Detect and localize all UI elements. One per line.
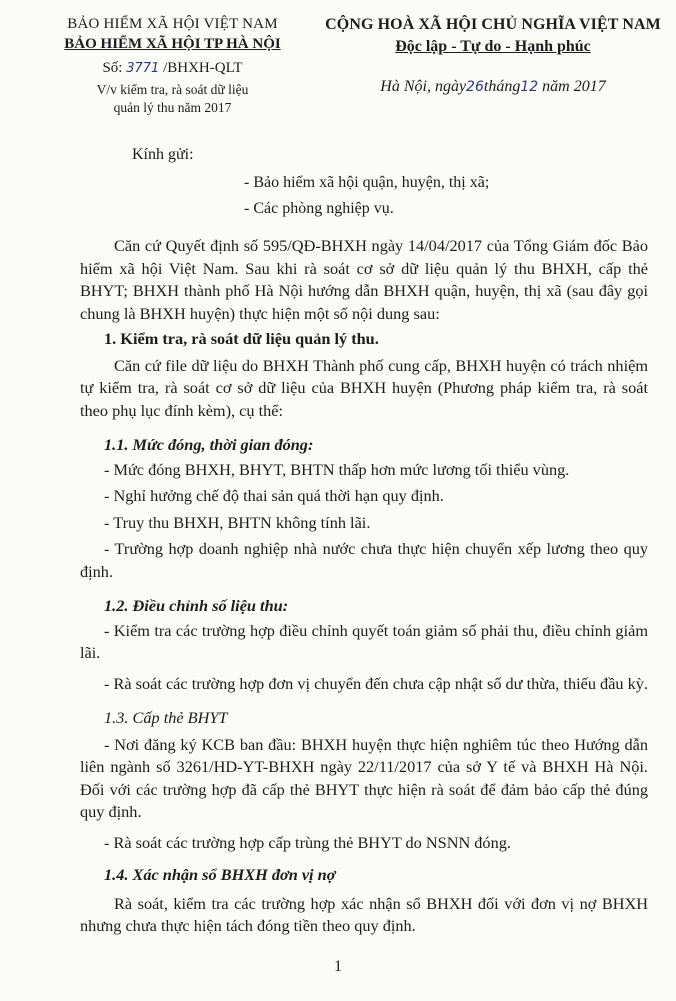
date-prefix: Hà Nội, ngày bbox=[380, 78, 467, 95]
nation-name: CỘNG HOÀ XÃ HỘI CHỦ NGHĨA VIỆT NAM bbox=[325, 16, 661, 33]
section-1-2-item: - Rà soát các trường hợp đơn vị chuyển đến chưa cập nhật số dư thừa, thiếu đầu kỳ. bbox=[104, 673, 648, 693]
section-1-paragraph: Căn cứ file dữ liệu do BHXH Thành phố cung cấp, BHXH huyện có trách nhiệm tự kiểm tra, rà soát cơ sở dữ liệu của BHXH huyện (Phương pháp kiểm tra, rà soát theo phụ lục đính kèm), cụ thể: bbox=[80, 355, 648, 420]
recipient-1: - Bảo hiểm xã hội quận, huyện, thị xã; bbox=[244, 174, 490, 191]
date-line bbox=[318, 76, 668, 98]
date-year: năm 2017 bbox=[542, 78, 606, 95]
section-1-1-item: - Mức đóng BHXH, BHYT, BHTN thấp hơn mức lương tối thiểu vùng. bbox=[104, 459, 570, 479]
greeting: Kính gửi: bbox=[132, 146, 194, 163]
subject-line-2: quản lý thu năm 2017 bbox=[113, 100, 232, 115]
section-1-2-item: - Kiểm tra các trường hợp điều chỉnh quyết toán giảm số phải thu, điều chỉnh giảm lãi. bbox=[80, 620, 648, 662]
section-1-1-item: - Trường hợp doanh nghiệp nhà nước chưa thực hiện chuyển xếp lương theo quy định. bbox=[80, 539, 648, 581]
document-body bbox=[80, 235, 648, 938]
page-number: 1 bbox=[334, 958, 342, 975]
section-1-3-item: - Rà soát các trường hợp cấp trùng thẻ BHYT do NSNN đóng. bbox=[104, 832, 511, 852]
national-header-block bbox=[318, 14, 668, 98]
subject-line-1: V/v kiểm tra, rà soát dữ liệu bbox=[96, 82, 249, 97]
doc-no-suffix: /BHXH-QLT bbox=[159, 60, 243, 76]
intro-paragraph: Căn cứ Quyết định số 595/QĐ-BHXH ngày 14/04/2017 của Tổng Giám đốc Bảo hiểm xã hội Việt Nam. Sau khi rà soát cơ sở dữ liệu quản lý thu BHXH, cấp thẻ BHYT; BHXH thành phố Hà Nội hướng dẫn BHXH quận, huyện, thị xã (sau đây gọi chung là BHXH huyện) thực hiện một số nội dung sau: bbox=[80, 236, 648, 323]
section-1-1-item: - Nghỉ hưởng chế độ thai sản quá thời hạn quy định. bbox=[104, 486, 444, 505]
doc-no-handwritten: 3771 bbox=[126, 61, 160, 76]
section-1-4-paragraph: Rà soát, kiểm tra các trường hợp xác nhận sổ BHXH đối với đơn vị nợ BHXH nhưng chưa thực hiện tách đóng tiền theo quy định. bbox=[80, 893, 648, 935]
section-1-4-heading: 1.4. Xác nhận sổ BHXH đơn vị nợ bbox=[104, 865, 336, 884]
issuing-agency-block bbox=[40, 14, 305, 117]
doc-no-prefix: Số: bbox=[102, 60, 127, 76]
parent-agency: BẢO HIỂM XÃ HỘI VIỆT NAM bbox=[67, 16, 278, 32]
date-month-label: tháng bbox=[483, 78, 521, 95]
section-1-2-heading: 1.2. Điều chỉnh số liệu thu: bbox=[104, 596, 289, 615]
section-1-1-item: - Truy thu BHXH, BHTN không tính lãi. bbox=[104, 512, 371, 532]
section-1-3-item: - Nơi đăng ký KCB ban đầu: BHXH huyện thực hiện nghiêm túc theo Hướng dẫn liên ngành số 3261/HD-YT-BHXH ngày 22/11/2017 của sở Y tế và BHXH Hà Nội. Đối với các trường hợp đã cấp thẻ BHYT thực hiện rà soát để đảm bảo cấp thẻ đúng quy định. bbox=[80, 734, 648, 821]
section-1-1-heading: 1.1. Mức đóng, thời gian đóng: bbox=[104, 435, 314, 454]
recipient-2: - Các phòng nghiệp vụ. bbox=[244, 200, 394, 217]
section-1-3-heading: 1.3. Cấp thẻ BHYT bbox=[104, 708, 228, 727]
date-day: 26 bbox=[466, 79, 484, 95]
date-month: 12 bbox=[520, 79, 539, 95]
document-number bbox=[40, 58, 305, 79]
national-motto: Độc lập - Tự do - Hạnh phúc bbox=[395, 38, 591, 55]
section-1-heading: 1. Kiểm tra, rà soát dữ liệu quản lý thu. bbox=[104, 329, 379, 348]
issuing-agency: BẢO HIỂM XÃ HỘI TP HÀ NỘI bbox=[64, 36, 281, 52]
